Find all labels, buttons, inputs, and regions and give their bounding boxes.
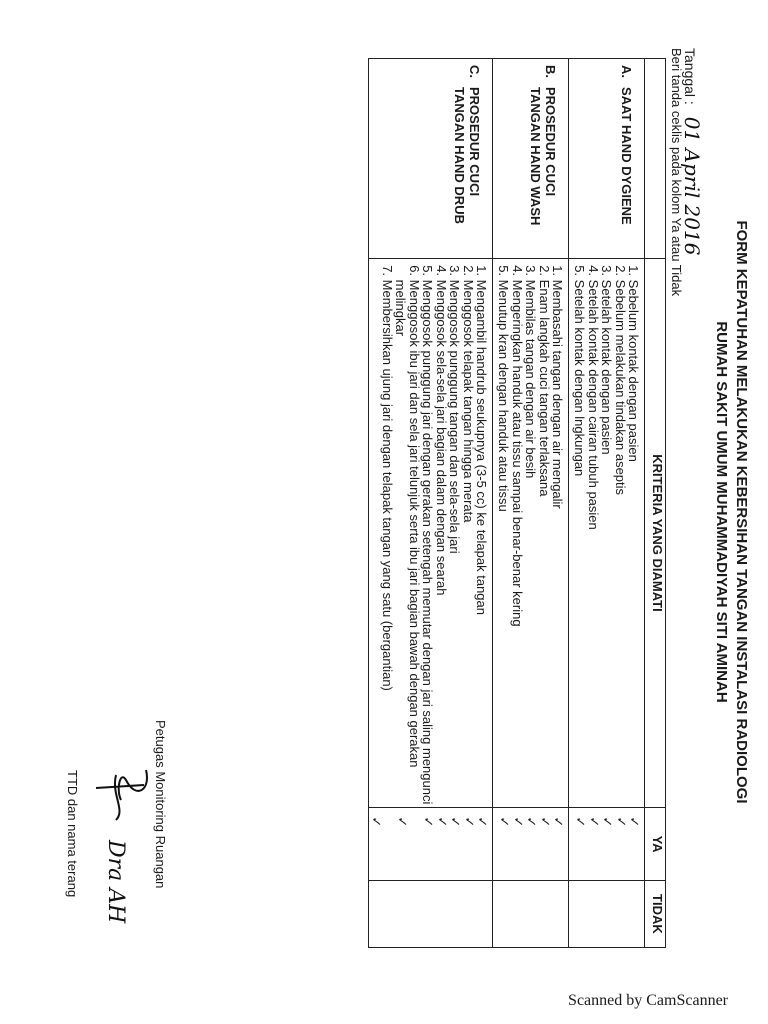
list-item: 4. Menggosok sela-sela jari bagian dalam dengan searah	[434, 280, 447, 807]
signature-caption: TTD dan nama terang	[65, 770, 80, 898]
form-title-line2: RUMAH SAKIT UMUM MUHAMMADIYAH SITI AMINAH	[713, 321, 730, 703]
check-mark: ✓	[394, 816, 410, 828]
check-mark: ✓	[368, 816, 384, 828]
check-mark: ✓	[420, 816, 436, 828]
instruction-text: Beri tanda ceklis pada kolom Ya atau Tidak	[669, 48, 684, 297]
checklist-table	[368, 58, 666, 948]
ya-checks	[492, 808, 568, 880]
list-item: 1. Membasahi tangan dengan air mengalir	[551, 280, 564, 807]
section-items	[568, 258, 644, 808]
list-item: 3. Setelah kontak dengan pasien	[600, 280, 613, 807]
header-tidak: TIDAK	[645, 880, 666, 947]
check-mark: ✓	[549, 816, 565, 828]
section-items	[368, 258, 492, 808]
ya-checks	[568, 808, 644, 880]
list-item: 3. Membilas tangan dengan air besih	[524, 280, 537, 807]
list-item: 4. Mengeringkan handuk atau tissu sampai benar-benar kering	[510, 280, 523, 807]
list-item: 1. Sebelum kontak dengan pasien	[627, 280, 640, 807]
list-item: 3. Menggosok punggung tangan dan sela-sela jari	[448, 280, 461, 807]
section-row-b	[492, 59, 568, 948]
form-title-line1: FORM KEPATUHAN MELAKUKAN KEBERSIHAN TANGAN INSTALASI RADIOLOGI	[733, 220, 750, 804]
check-mark: ✓	[496, 816, 512, 828]
date-label: Tanggal :	[682, 48, 698, 105]
header-criteria: KRITERIA YANG DIAMATI	[645, 258, 666, 808]
camscanner-watermark: Scanned by CamScanner	[568, 992, 728, 1009]
header-ya: YA	[645, 808, 666, 880]
tidak-cell	[492, 880, 568, 947]
signature-scribble-icon	[86, 760, 156, 840]
list-item: 6. Menggosok ibu jari dan sela jari telunjuk serta ibu jari bagian bawah dengan gerakan melingkar	[394, 280, 421, 807]
list-item: 5. Menutup kran dengan handuk atau tissu	[497, 280, 510, 807]
check-mark: ✓	[447, 816, 463, 828]
ya-checks	[368, 808, 492, 880]
header-empty-cell	[645, 59, 666, 259]
check-mark: ✓	[626, 816, 641, 828]
section-label: C.PROSEDUR CUCI TANGAN HAND DRUB	[368, 59, 492, 259]
tidak-cell	[368, 880, 492, 947]
section-row-c	[368, 59, 492, 948]
list-item: 2. Enam langkah cuci tangan terlaksana	[537, 280, 550, 807]
check-mark: ✓	[460, 816, 476, 828]
list-item: 7. Membersihkan ujung jari dengan telapak tangan yang satu (bergantian)	[381, 280, 394, 807]
list-item: 1. Mengambil handrub seukupnya (3-5 cc) ke telapak tangan	[475, 280, 488, 807]
check-mark: ✓	[509, 816, 525, 828]
check-mark: ✓	[523, 816, 539, 828]
tidak-cell	[568, 880, 644, 947]
check-mark: ✓	[612, 816, 628, 828]
check-mark: ✓	[599, 816, 615, 828]
list-item: 2. Menggosok telapak tangan hingga merata	[461, 280, 474, 807]
date-value-handwritten: 01 April 2016	[680, 116, 704, 256]
section-label: A.SAAT HAND DYGIENE	[568, 59, 644, 259]
signature-name: Dra AH	[103, 840, 128, 924]
check-mark: ✓	[585, 816, 601, 828]
list-item: 5. Menggosok punggung jari dengan gerakan setengah memutar dengan jari saling mengunci	[421, 280, 434, 807]
check-mark: ✓	[536, 816, 552, 828]
table-header-row	[645, 59, 666, 948]
section-row-a	[568, 59, 644, 948]
signature-label: Petugas Monitoring Ruangan	[153, 720, 168, 889]
section-label: B.PROSEDUR CUCI TANGAN HAND WASH	[492, 59, 568, 259]
list-item: 4. Setelah kontak dengan cairan tubuh pasien	[586, 280, 599, 807]
check-mark: ✓	[572, 816, 588, 828]
list-item: 2. Sebelum melakukan tindakan aseptis	[613, 280, 626, 807]
check-mark: ✓	[433, 816, 449, 828]
list-item: 5. Setelah kontak dengan lngkungan	[573, 280, 586, 807]
section-items	[492, 258, 568, 808]
check-mark: ✓	[473, 816, 489, 828]
